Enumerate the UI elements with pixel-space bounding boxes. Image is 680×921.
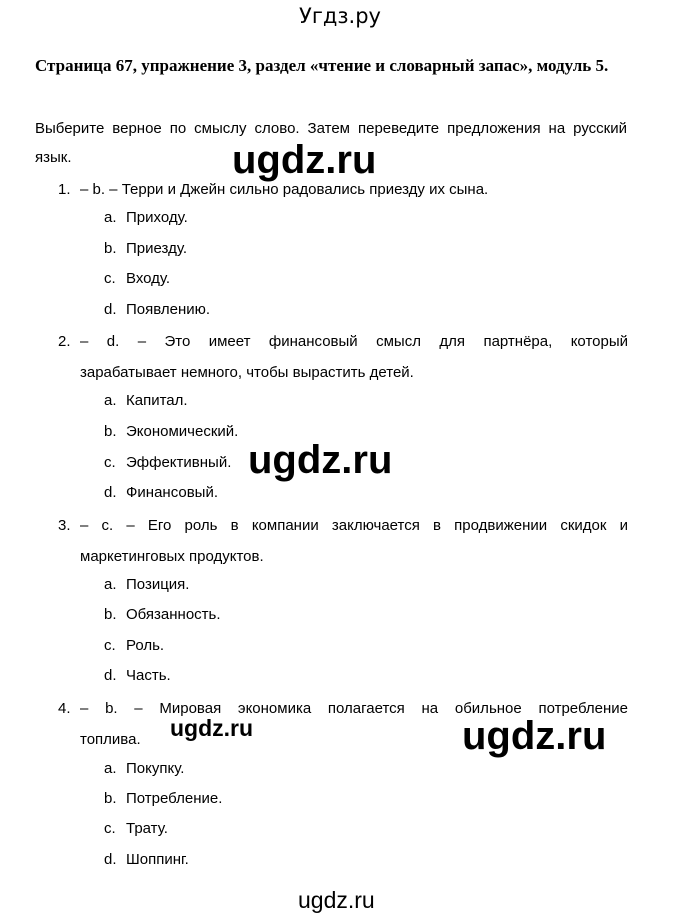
option-item: [104, 391, 188, 411]
question-text: – b. – Терри и Джейн сильно радовались приезду их сына.: [80, 181, 489, 198]
option-letter: c.: [104, 637, 116, 654]
option-letter: a.: [104, 576, 117, 593]
question-number: 1.: [58, 181, 71, 198]
watermark: ugdz.ru: [170, 715, 254, 741]
question-text: – b. – Мировая экономика полагается на обильное потребление: [80, 700, 628, 717]
question-text: – c. – Его роль в компании заключается в продвижении скидок и: [80, 517, 628, 534]
watermark: ugdz.ru: [248, 438, 393, 482]
question-number: 2.: [58, 333, 71, 350]
option-item: [104, 269, 170, 289]
option-letter: a.: [104, 760, 117, 777]
option-item: [104, 208, 188, 228]
question-text: – d. – Это имеет финансовый смысл для партнёра, который: [80, 333, 628, 350]
option-letter: b.: [104, 790, 117, 807]
option-item: [104, 483, 218, 503]
option-text: Экономический.: [126, 423, 239, 440]
option-text: Шоппинг.: [126, 851, 189, 868]
option-item: [104, 605, 221, 625]
exercise-instructions: Выберите верное по смыслу слово. Затем переведите предложения на русский язык.: [35, 120, 627, 166]
option-text: Приходу.: [126, 209, 188, 226]
option-letter: d.: [104, 301, 117, 318]
option-item: [104, 300, 210, 320]
option-text: Приезду.: [126, 240, 187, 257]
option-item: [104, 819, 168, 839]
option-letter: b.: [104, 240, 117, 257]
option-text: Покупку.: [126, 760, 185, 777]
watermark: ugdz.ru: [232, 138, 377, 182]
option-item: [104, 789, 222, 809]
option-item: [104, 453, 231, 473]
option-text: Роль.: [126, 637, 165, 654]
question-2: [58, 326, 628, 388]
option-text: Входу.: [126, 270, 171, 287]
option-item: [104, 666, 171, 686]
question-3: [58, 510, 628, 572]
option-text: Позиция.: [126, 576, 190, 593]
option-letter: a.: [104, 209, 117, 226]
option-text: Появлению.: [126, 301, 211, 318]
option-letter: c.: [104, 270, 116, 287]
footer-watermark: ugdz.ru: [298, 887, 375, 913]
option-letter: c.: [104, 820, 116, 837]
question-number: 4.: [58, 700, 71, 717]
option-item: [104, 759, 184, 779]
option-text: Капитал.: [126, 392, 188, 409]
option-item: [104, 239, 187, 259]
site-title: Угдз.ру: [299, 4, 381, 28]
option-text: Эффективный.: [126, 454, 232, 471]
option-letter: b.: [104, 423, 117, 440]
option-letter: d.: [104, 484, 117, 501]
question-text-continued: топлива.: [80, 731, 141, 748]
option-item: [104, 850, 189, 870]
option-letter: b.: [104, 606, 117, 623]
watermark: ugdz.ru: [462, 714, 607, 758]
option-letter: d.: [104, 851, 117, 868]
option-text: Финансовый.: [126, 484, 218, 501]
option-letter: a.: [104, 392, 117, 409]
exercise-heading: Страница 67, упражнение 3, раздел «чтение и словарный запас», модуль 5.: [35, 56, 609, 75]
option-text: Обязанность.: [126, 606, 221, 623]
option-letter: d.: [104, 667, 117, 684]
option-item: [104, 575, 189, 595]
question-text-continued: зарабатывает немного, чтобы вырастить детей.: [80, 364, 414, 381]
option-letter: c.: [104, 454, 116, 471]
option-text: Потребление.: [126, 790, 223, 807]
option-item: [104, 422, 238, 442]
option-text: Часть.: [126, 667, 171, 684]
option-text: Трату.: [126, 820, 168, 837]
question-number: 3.: [58, 517, 71, 534]
option-item: [104, 636, 164, 656]
question-text-continued: маркетинговых продуктов.: [80, 548, 264, 565]
